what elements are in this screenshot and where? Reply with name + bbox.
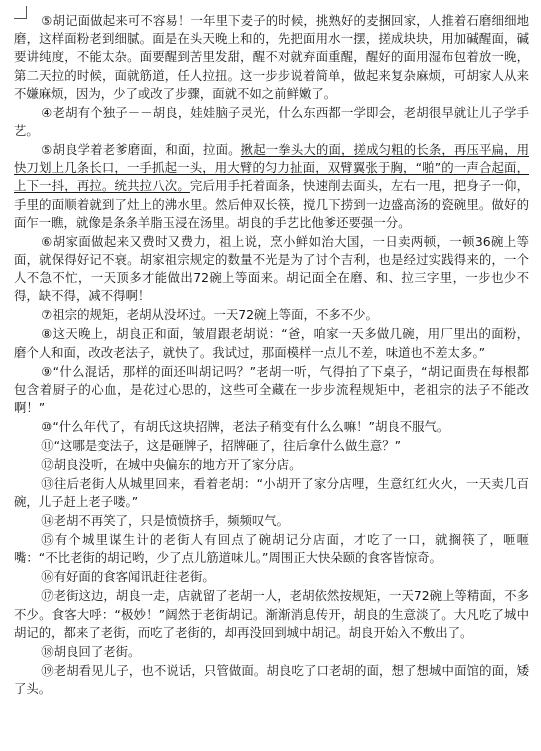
paragraph-text: ⑧这天晚上，胡良正和面，皱眉跟老胡说：“爸，咱家一天多做几碗，用厂里出的面粉，磨个人和面，改改老法子，就快了。我试过，那面模样一点儿不差，味道也不差太多。” bbox=[14, 326, 529, 360]
paragraph-p11 bbox=[14, 437, 529, 455]
paragraph-p19 bbox=[14, 662, 529, 698]
paragraph-p18 bbox=[14, 643, 529, 661]
paragraph-p5b bbox=[14, 141, 529, 232]
paragraph-p16 bbox=[14, 568, 529, 586]
paragraph-p9 bbox=[14, 363, 529, 418]
paragraph-text: ⑯有好面的食客闻讯赶往老街。 bbox=[41, 569, 215, 585]
paragraph-text: 完后用手托着面条，快速削去面头，左右一甩，把身子一仰，手里的面顺着就到了灶上的沸水里。然后伸双长筷，搅几下捞到一边盛高汤的瓷碗里。做好的面乍一瞧，就像是条条羊脂玉浸在汤里。胡良的手艺比他爹还要强一分。 bbox=[14, 178, 530, 230]
paragraph-text: ⑫胡良没听，在城中央偏东的地方开了家分店。 bbox=[41, 457, 302, 473]
paragraph-p10 bbox=[14, 418, 529, 436]
document-body bbox=[14, 12, 529, 699]
paragraph-text: ⑨“什么混话，那样的面还叫胡记吗？”老胡一听，气得拍了下桌子，“胡记面贵在每根都包含着厨子的心血，是花过心思的，这些可全藏在一步步流程规矩中，老祖宗的法子不能改啊！” bbox=[14, 363, 529, 416]
paragraph-text: ⑮有个城里谋生计的老街人有回点了碗胡记分店面，才吃了一口，就搁筷了，咂咂嘴：“不比老街的胡记哟，少了点儿筋道味儿。”周围正大快朵颐的食客皆惊奇。 bbox=[14, 532, 529, 566]
paragraph-text: ⑥胡家面做起来又费时又费力，祖上说，烹小鲜如治大国，一日卖两顿，一顿36碗上等面，就保得好记不衰。胡家祖宗规定的数量不光是为了讨个吉利，也是经过实践得来的，一个人不急不忙，一天顶多才能做出72碗上等面来。胡记面全在磨、和、拉三字里，一步也少不得，缺不得，减不得啊！ bbox=[14, 233, 529, 304]
paragraph-text: ⑰老街这边，胡良一走，店就留了老胡一人，老胡依然按规矩，一天72碗上等精面，不多不少。食客大呼：“极妙！”阔然于老街胡记。渐渐消息传开，胡良的生意淡了。大凡吃了城中胡记的，都来了老街，而吃了老街的，却再没回到城中胡记。胡良开始入不敷出了。 bbox=[14, 588, 529, 640]
paragraph-text: ⑲老胡看见儿子，也不说话，只管做面。胡良吃了口老胡的面，想了想城中面馆的面，矮了头。 bbox=[14, 662, 529, 697]
paragraph-p7 bbox=[14, 306, 529, 324]
paragraph-p4 bbox=[14, 104, 529, 140]
paragraph-text: ④老胡有个独子－－胡良，娃娃脑子灵光，什么东西都一学即会，老胡很早就让儿子学手艺。 bbox=[14, 104, 529, 139]
paragraph-p6 bbox=[14, 233, 529, 306]
paragraph-text: ⑩“什么年代了，有胡氏这块招牌，老法子稍变有什么么嘛！”胡良不服气。 bbox=[41, 419, 450, 435]
paragraph-p12 bbox=[14, 456, 529, 474]
paragraph-text: ⑱胡良回了老街。 bbox=[41, 643, 141, 659]
paragraph-p15 bbox=[14, 531, 529, 567]
paragraph-text: ⑤胡记面做起来可不容易！一年里下麦子的时候，挑熟好的麦捆回家，人推着石磨细细地磨，这样面粉老到细腻。面是在头天晚上和的，先把面用水一摆，搓成块块，用加碱醒面，碱要讲纯度，不能太杂。面要醒到苦里发甜，醒不对就弃面重醒，醒好的面用湿布包着放一晚，第二天拉的时候，面就筋道，任人拉扭。这一步步说着简单，做起来复杂麻烦，可胡家人从来不嫌麻烦，因为，少了或改了步骤，面就不如之前鲜嫩了。 bbox=[14, 13, 529, 101]
paragraph-text: ⑬往后老街人从城里回来，看着老胡：“小胡开了家分店哩，生意红红火火，一天卖几百碗，儿子赶上老子喽。” bbox=[14, 476, 529, 510]
paragraph-p14 bbox=[14, 512, 529, 530]
underlined-text: 揪起一拳头大的面，搓成匀粗的长条，再压平扁，用快刀划上几条长口，一手抓起一头，用大臂的匀力扯面，双臂翼张于胸，“啪”的一声合起面，上下一抖，再拉。统共拉八次。 bbox=[14, 142, 530, 194]
paragraph-text: ⑭老胡不再笑了，只是愤愤挤手，频频叹气。 bbox=[41, 513, 290, 529]
paragraph-text: ⑪“这哪是变法子，这是砸牌子，招牌砸了，往后拿什么做生意？” bbox=[41, 438, 402, 454]
paragraph-text: ⑦祖宗的规矩，老胡从没坏过。一天72碗上等面，不多不少。 bbox=[41, 307, 378, 323]
paragraph-p17 bbox=[14, 587, 529, 642]
paragraph-p13 bbox=[14, 475, 529, 511]
paragraph-p8 bbox=[14, 325, 529, 361]
paragraph-p5 bbox=[14, 12, 529, 103]
paragraph-text: ⑤胡良学着老爹磨面，和面，拉面。 bbox=[41, 142, 241, 158]
